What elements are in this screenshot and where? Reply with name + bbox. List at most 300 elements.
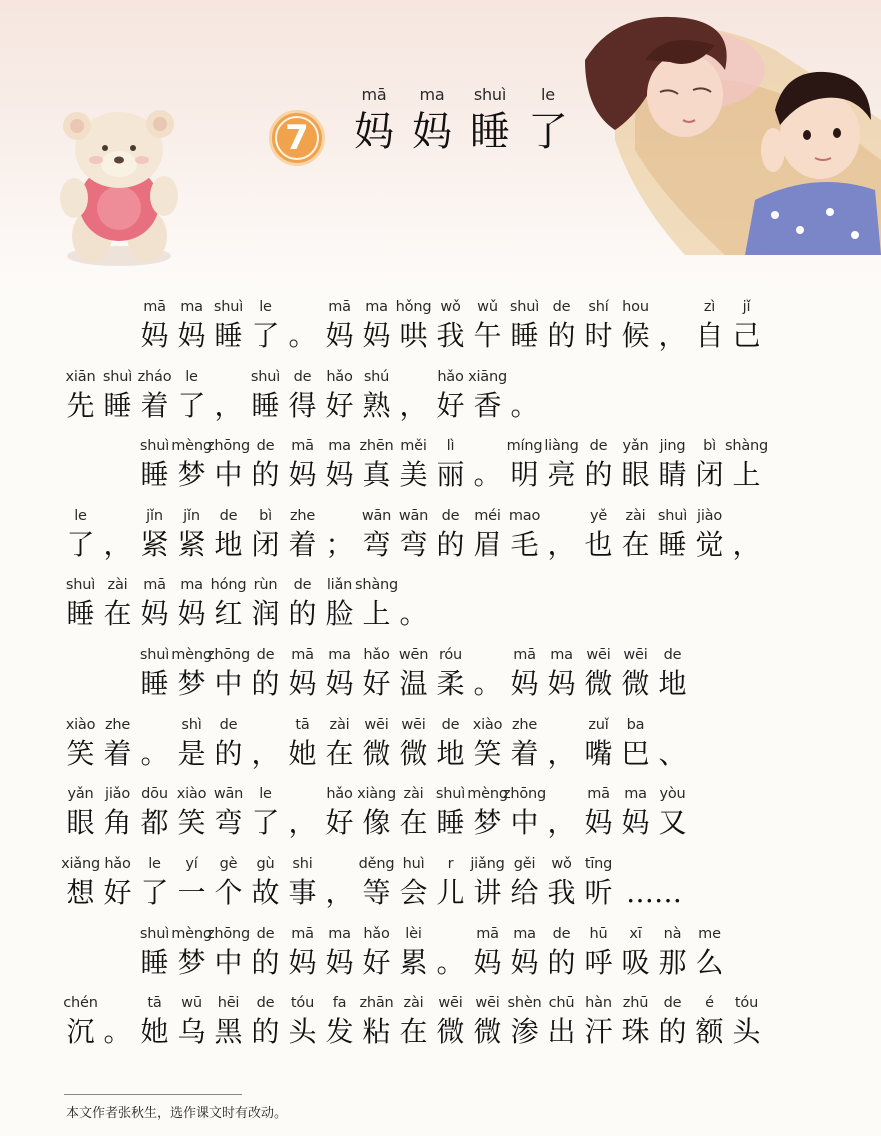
character <box>469 994 506 1052</box>
pinyin: tā <box>295 717 310 733</box>
hanzi: 好 <box>362 667 391 700</box>
character <box>617 507 654 565</box>
hanzi: 毛 <box>510 528 539 561</box>
character <box>469 298 506 356</box>
pinyin: yǎn <box>67 786 94 802</box>
hanzi: 讲 <box>473 876 502 909</box>
pinyin: huì <box>402 856 425 872</box>
pinyin: jiào <box>696 508 722 524</box>
hanzi: 好 <box>325 806 354 839</box>
character <box>136 576 173 634</box>
pinyin: wēi <box>438 995 463 1011</box>
character <box>136 994 173 1052</box>
text-line <box>62 994 765 1052</box>
pinyin: mā <box>328 299 351 315</box>
character <box>654 298 691 356</box>
hanzi: 睡 <box>510 319 539 352</box>
mother-child-illustration <box>575 0 881 255</box>
hanzi: 温 <box>399 667 428 700</box>
pinyin: xiào <box>65 717 96 733</box>
character <box>136 507 173 565</box>
pinyin: wēi <box>475 995 500 1011</box>
pinyin: ma <box>328 647 351 663</box>
hanzi: 熟 <box>362 389 391 422</box>
character <box>206 925 251 983</box>
character <box>99 576 136 634</box>
pinyin: jiǎo <box>104 786 130 802</box>
pinyin: dōu <box>141 786 168 802</box>
character <box>210 994 247 1052</box>
character <box>469 646 506 704</box>
pinyin: wēi <box>623 647 648 663</box>
hanzi: 的 <box>436 528 465 561</box>
pinyin: le <box>259 299 272 315</box>
character <box>395 716 432 774</box>
character <box>543 298 580 356</box>
hanzi: 自 <box>695 319 724 352</box>
character <box>210 507 247 565</box>
pinyin: zhōng <box>206 926 251 942</box>
character <box>580 507 617 565</box>
character <box>395 298 432 356</box>
character <box>321 716 358 774</box>
character <box>206 437 251 495</box>
hanzi: 在 <box>621 528 650 561</box>
character <box>99 994 136 1052</box>
character <box>580 437 617 495</box>
character <box>654 437 691 495</box>
hanzi: 发 <box>325 1015 354 1048</box>
character <box>506 368 543 426</box>
hanzi: 的 <box>584 458 613 491</box>
hanzi: 地 <box>658 667 687 700</box>
character <box>99 368 136 426</box>
character <box>432 368 469 426</box>
text-line <box>62 855 691 913</box>
hanzi: 笑 <box>66 737 95 770</box>
character <box>580 298 617 356</box>
character <box>284 925 321 983</box>
character <box>284 785 321 843</box>
pinyin: jing <box>659 438 686 454</box>
pinyin: zài <box>329 717 350 733</box>
character <box>321 994 358 1052</box>
character <box>358 437 395 495</box>
pinyin: wēi <box>586 647 611 663</box>
hanzi: 妈 <box>584 806 613 839</box>
character <box>395 646 432 704</box>
hanzi: 等 <box>362 876 391 909</box>
hanzi: 在 <box>399 806 428 839</box>
character <box>506 994 543 1052</box>
character <box>62 576 99 634</box>
pinyin: nà <box>663 926 682 942</box>
hanzi: 紧 <box>140 528 169 561</box>
character <box>432 855 469 913</box>
hanzi: 妈 <box>177 319 206 352</box>
pinyin: wǒ <box>440 299 461 315</box>
teddy-bear-illustration <box>52 108 187 273</box>
pinyin: zhū <box>622 995 649 1011</box>
character <box>469 925 506 983</box>
character <box>284 298 321 356</box>
character <box>173 994 210 1052</box>
pinyin: xiāng <box>468 369 507 385</box>
pinyin: jiǎng <box>470 856 505 872</box>
hanzi: 了 <box>66 528 95 561</box>
hanzi: 妈 <box>288 667 317 700</box>
hanzi: 妈 <box>362 319 391 352</box>
pinyin: yòu <box>659 786 686 802</box>
pinyin: mā <box>143 299 166 315</box>
pinyin: shuì <box>139 438 170 454</box>
character <box>321 855 358 913</box>
character <box>395 785 432 843</box>
pinyin: mā <box>361 85 387 104</box>
pinyin: yí <box>185 856 198 872</box>
hanzi: 想 <box>66 876 95 909</box>
pinyin: xiàng <box>357 786 396 802</box>
pinyin: mèng <box>171 438 212 454</box>
hanzi: 闭 <box>695 458 724 491</box>
character <box>62 507 99 565</box>
lesson-number-badge <box>269 110 325 166</box>
hanzi: 眉 <box>473 528 502 561</box>
pinyin: zài <box>625 508 646 524</box>
pinyin: de <box>663 995 682 1011</box>
character <box>284 994 321 1052</box>
character <box>247 646 284 704</box>
pinyin: ma <box>180 299 203 315</box>
hanzi: 么 <box>695 946 724 979</box>
pinyin: le <box>541 85 555 104</box>
character <box>617 994 654 1052</box>
character <box>506 507 543 565</box>
hanzi: 弯 <box>214 806 243 839</box>
hanzi: 哄 <box>399 319 428 352</box>
punctuation: 。 <box>436 946 465 979</box>
pinyin: de <box>256 995 275 1011</box>
pinyin: shuì <box>509 299 540 315</box>
pinyin: de <box>219 717 238 733</box>
text-line <box>136 437 769 495</box>
hanzi: 上 <box>362 597 391 630</box>
hanzi: 微 <box>399 737 428 770</box>
title-character <box>403 84 461 158</box>
character <box>654 785 691 843</box>
hanzi: 柔 <box>436 667 465 700</box>
character <box>432 646 469 704</box>
character <box>99 507 136 565</box>
pinyin: shi <box>292 856 313 872</box>
character <box>654 994 691 1052</box>
hanzi: 了 <box>140 876 169 909</box>
hanzi: 润 <box>251 597 280 630</box>
hanzi: 她 <box>288 737 317 770</box>
hanzi: 我 <box>436 319 465 352</box>
character <box>543 437 580 495</box>
character <box>432 298 469 356</box>
character <box>617 716 654 774</box>
pinyin: méi <box>474 508 501 524</box>
title-character <box>519 84 577 158</box>
hanzi: 妈 <box>325 319 354 352</box>
character <box>284 437 321 495</box>
character <box>321 368 358 426</box>
hanzi: 故 <box>251 876 280 909</box>
character <box>247 576 284 634</box>
pinyin: ma <box>328 438 351 454</box>
hanzi: 觉 <box>695 528 724 561</box>
hanzi: 梦 <box>473 806 502 839</box>
hanzi: 的 <box>658 1015 687 1048</box>
character <box>395 368 432 426</box>
hanzi: 妈 <box>325 458 354 491</box>
hanzi: 着 <box>510 737 539 770</box>
pinyin: mā <box>143 577 166 593</box>
pinyin: gěi <box>513 856 536 872</box>
pinyin: xī <box>629 926 642 942</box>
hanzi: 妈 <box>140 597 169 630</box>
hanzi: 中 <box>214 458 243 491</box>
pinyin: de <box>552 299 571 315</box>
character <box>173 298 210 356</box>
character <box>136 855 173 913</box>
pinyin: bì <box>703 438 716 454</box>
character <box>580 646 617 704</box>
hanzi: 沉 <box>66 1015 95 1048</box>
pinyin: xiān <box>65 369 96 385</box>
character <box>247 994 284 1052</box>
character <box>247 855 284 913</box>
hanzi: 紧 <box>177 528 206 561</box>
pinyin: xiào <box>472 717 503 733</box>
punctuation: …… <box>626 876 682 909</box>
hanzi: 儿 <box>436 876 465 909</box>
pinyin: ma <box>180 577 203 593</box>
character <box>432 785 469 843</box>
hanzi: 妈 <box>412 109 452 155</box>
punctuation: 。 <box>473 458 502 491</box>
hanzi: 梦 <box>177 458 206 491</box>
character <box>358 785 395 843</box>
hanzi: 了 <box>177 389 206 422</box>
hanzi: 弯 <box>362 528 391 561</box>
hanzi: 妈 <box>177 597 206 630</box>
character <box>321 437 358 495</box>
hanzi: 笑 <box>177 806 206 839</box>
character <box>210 785 247 843</box>
character <box>691 437 728 495</box>
hanzi: 微 <box>436 1015 465 1048</box>
pinyin: shuì <box>657 508 688 524</box>
character <box>136 785 173 843</box>
pinyin: hǒng <box>395 299 432 315</box>
character <box>432 994 469 1052</box>
punctuation: ； <box>325 528 354 561</box>
character <box>395 925 432 983</box>
pinyin: gè <box>219 856 238 872</box>
punctuation: 。 <box>140 737 169 770</box>
pinyin: hǎo <box>363 926 390 942</box>
pinyin: wū <box>181 995 202 1011</box>
hanzi: 妈 <box>510 946 539 979</box>
pinyin: ma <box>550 647 573 663</box>
character <box>210 368 247 426</box>
pinyin: wān <box>398 508 429 524</box>
character <box>173 507 210 565</box>
character <box>62 855 99 913</box>
character <box>469 368 506 426</box>
pinyin: ma <box>365 299 388 315</box>
pinyin: ma <box>328 926 351 942</box>
pinyin: zài <box>403 786 424 802</box>
hanzi: 好 <box>362 946 391 979</box>
pinyin: mèng <box>467 786 508 802</box>
hanzi: 个 <box>214 876 243 909</box>
pinyin: de <box>441 508 460 524</box>
hanzi: 上 <box>732 458 761 491</box>
pinyin: de <box>589 438 608 454</box>
pinyin: wǔ <box>477 299 498 315</box>
pinyin: shuì <box>213 299 244 315</box>
hanzi: 的 <box>251 667 280 700</box>
character <box>580 925 617 983</box>
character <box>173 368 210 426</box>
pinyin: liàng <box>544 438 579 454</box>
lesson-number: 7 <box>285 118 309 158</box>
character <box>654 925 691 983</box>
character <box>469 437 506 495</box>
character <box>580 716 617 774</box>
hanzi: 中 <box>510 806 539 839</box>
pinyin: rùn <box>253 577 278 593</box>
hanzi: 在 <box>103 597 132 630</box>
character <box>321 785 358 843</box>
hanzi: 睡 <box>66 597 95 630</box>
hanzi: 她 <box>140 1015 169 1048</box>
character <box>62 368 99 426</box>
hanzi: 吸 <box>621 946 650 979</box>
character <box>543 994 580 1052</box>
character <box>136 437 173 495</box>
character <box>284 576 321 634</box>
character <box>543 925 580 983</box>
pinyin: de <box>256 438 275 454</box>
hanzi: 睡 <box>140 667 169 700</box>
hanzi: 又 <box>658 806 687 839</box>
pinyin: shuì <box>65 577 96 593</box>
hanzi: 黑 <box>214 1015 243 1048</box>
character <box>358 994 395 1052</box>
character <box>321 298 358 356</box>
pinyin: zài <box>107 577 128 593</box>
pinyin: chū <box>548 995 575 1011</box>
pinyin: yě <box>589 508 608 524</box>
hanzi: 睡 <box>140 946 169 979</box>
character <box>247 716 284 774</box>
character <box>136 925 173 983</box>
hanzi: 巴 <box>621 737 650 770</box>
hanzi: 时 <box>584 319 613 352</box>
character <box>321 925 358 983</box>
character <box>358 925 395 983</box>
pinyin: shí <box>588 299 609 315</box>
pinyin: mā <box>291 438 314 454</box>
punctuation: 。 <box>399 597 428 630</box>
character <box>654 716 691 774</box>
character <box>62 994 99 1052</box>
character <box>284 716 321 774</box>
hanzi: 睡 <box>103 389 132 422</box>
character <box>210 855 247 913</box>
character <box>691 925 728 983</box>
hanzi: 微 <box>473 1015 502 1048</box>
pinyin: hǎo <box>104 856 131 872</box>
pinyin: děng <box>358 856 395 872</box>
character <box>99 716 136 774</box>
hanzi: 了 <box>251 319 280 352</box>
pinyin: mèng <box>171 647 212 663</box>
hanzi: 眼 <box>66 806 95 839</box>
character <box>617 646 654 704</box>
pinyin: jǐn <box>183 508 200 524</box>
punctuation: ， <box>214 389 243 422</box>
character <box>321 576 358 634</box>
pinyin: bì <box>259 508 272 524</box>
hanzi: 像 <box>362 806 391 839</box>
pinyin: hǎo <box>363 647 390 663</box>
pinyin: de <box>219 508 238 524</box>
punctuation: ， <box>251 737 280 770</box>
character <box>395 855 432 913</box>
hanzi: 妈 <box>473 946 502 979</box>
pinyin: ma <box>624 786 647 802</box>
character <box>543 507 580 565</box>
pinyin: fa <box>332 995 347 1011</box>
hanzi: 嘴 <box>584 737 613 770</box>
hanzi: 午 <box>473 319 502 352</box>
hanzi: 的 <box>251 458 280 491</box>
character <box>395 576 432 634</box>
hanzi: 会 <box>399 876 428 909</box>
character <box>284 507 321 565</box>
character <box>580 994 617 1052</box>
hanzi: 妈 <box>547 667 576 700</box>
page-title <box>345 84 577 158</box>
pinyin: zhe <box>104 717 131 733</box>
pinyin: shuì <box>139 647 170 663</box>
punctuation: ， <box>288 806 317 839</box>
hanzi: 眼 <box>621 458 650 491</box>
character <box>173 437 210 495</box>
pinyin: mā <box>513 647 536 663</box>
character <box>617 437 654 495</box>
hanzi: 睡 <box>251 389 280 422</box>
pinyin: xiǎng <box>61 856 100 872</box>
hanzi: 妈 <box>325 667 354 700</box>
footnote: 本文作者张秋生，选作课文时有改动。 <box>66 1106 288 1121</box>
character <box>173 785 210 843</box>
character <box>354 576 399 634</box>
character <box>691 507 728 565</box>
hanzi: 弯 <box>399 528 428 561</box>
pinyin: hóng <box>210 577 247 593</box>
text-line <box>62 785 691 843</box>
character <box>691 298 728 356</box>
character <box>728 994 765 1052</box>
character <box>502 785 547 843</box>
